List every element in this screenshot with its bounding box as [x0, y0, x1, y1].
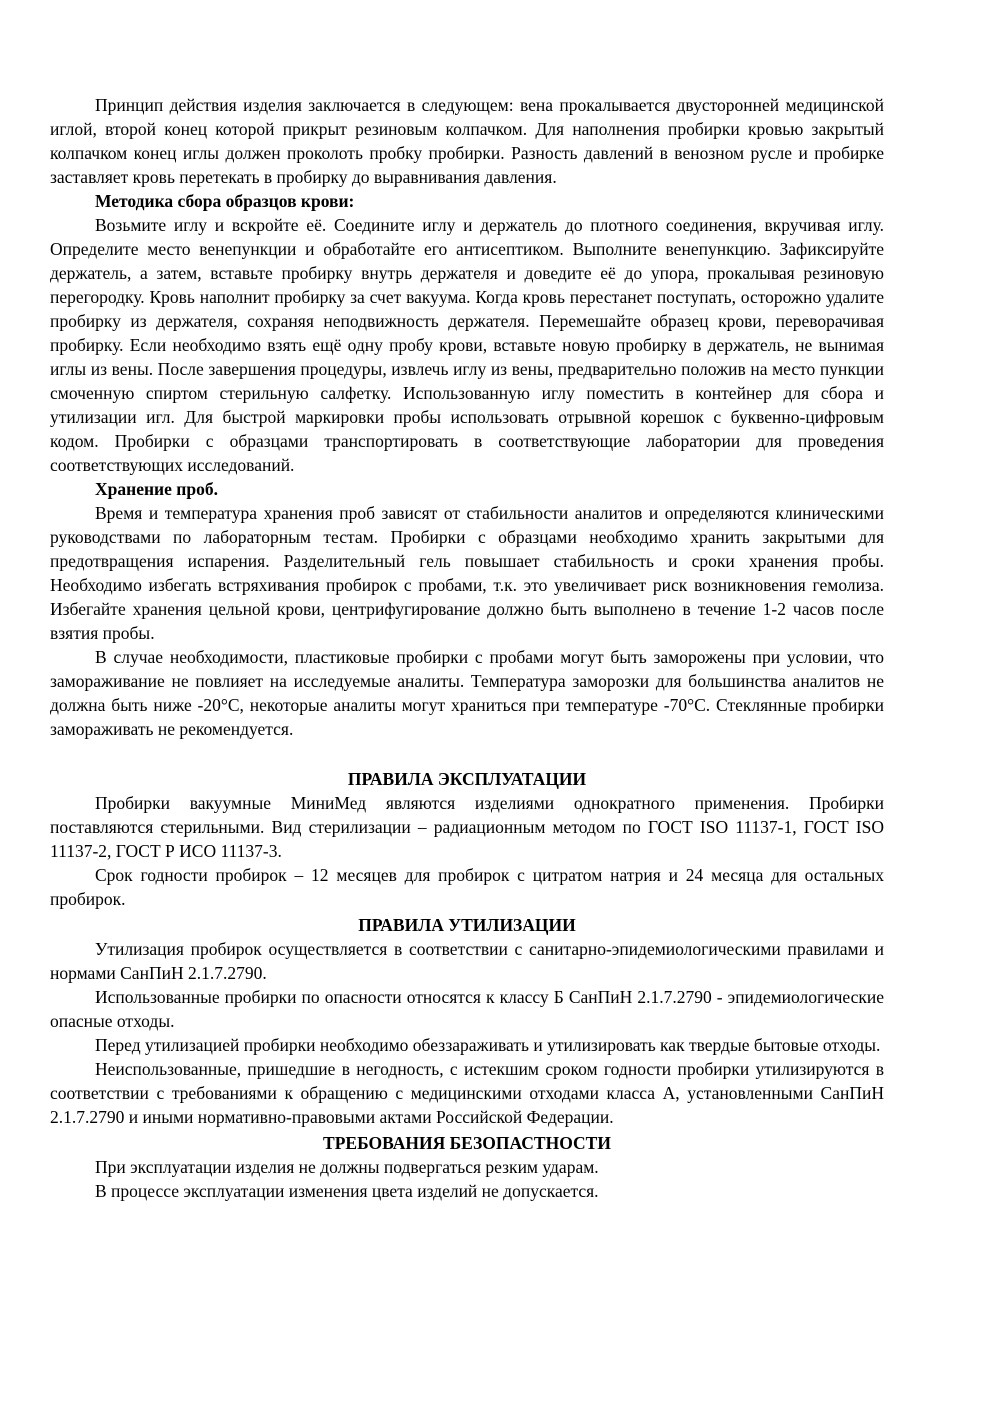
- paragraph-unused-expired-tubes: Неиспользованные, пришедшие в негодность, с истекшим сроком годности пробирки утилизируются в соответствии с требованиями к обращению с медицинскими отходами класса А, установленными СанПиН 2.1.7.2790 и иными нормативно-правовыми актами Российской Федерации.: [50, 1059, 884, 1127]
- paragraph-storage-conditions: Время и температура хранения проб зависят от стабильности аналитов и определяются клиническими руководствами по лабораторным тестам. Пробирки с образцами необходимо хранить закрытыми для предотвращения испарения. Разделительный гель повышает стабильность и сроки хранения пробы. Необходимо избегать встряхивания пробирок с пробами, т.к. это увеличивает риск возникновения гемолиза. Избегайте хранения цельной крови, центрифугирование должно быть выполнено в течение 1-2 часов после взятия пробы.: [50, 503, 884, 643]
- section-heading-blood-sampling-method: Методика сбора образцов крови:: [95, 191, 355, 211]
- section-heading-sample-storage: Хранение проб.: [95, 479, 218, 499]
- paragraph-operating-principle: Принцип действия изделия заключается в следующем: вена прокалывается двусторонней медицинской иглой, второй конец которой прикрыт резиновым колпачком. Для наполнения пробирки кровью закрытый колпачком конец иглы должен проколоть пробку пробирки. Разность давлений в венозном русле и пробирке заставляет кровь перетекать в пробирку до выравнивания давления.: [50, 95, 884, 187]
- paragraph-shelf-life: Срок годности пробирок – 12 месяцев для пробирок с цитратом натрия и 24 месяца для остальных пробирок.: [50, 865, 884, 909]
- paragraph-disposal-sanpin: Утилизация пробирок осуществляется в соответствии с санитарно-эпидемиологическими правилами и нормами СанПиН 2.1.7.2790.: [50, 939, 884, 983]
- section-heading-safety-requirements: ТРЕБОВАНИЯ БЕЗОПАСТНОСТИ: [323, 1133, 611, 1153]
- paragraph-used-tubes-class-b: Использованные пробирки по опасности относятся к классу Б СанПиН 2.1.7.2790 - эпидемиологические опасные отходы.: [50, 987, 884, 1031]
- paragraph-freezing-conditions: В случае необходимости, пластиковые пробирки с пробами могут быть заморожены при условии, что замораживание не повлияет на исследуемые аналиты. Температура заморозки для большинства аналитов не должна быть ниже -20°С, некоторые аналиты могут храниться при температуре -70°С. Стеклянные пробирки замораживать не рекомендуется.: [50, 647, 884, 739]
- paragraph-single-use-sterilization: Пробирки вакуумные МиниМед являются изделиями однократного применения. Пробирки поставляются стерильными. Вид стерилизации – радиационным методом по ГОСТ ISO 11137-1, ГОСТ ISO 11137-2, ГОСТ Р ИСО 11137-3.: [50, 793, 884, 861]
- section-heading-disposal-rules: ПРАВИЛА УТИЛИЗАЦИИ: [358, 915, 576, 935]
- paragraph-no-color-change: В процессе эксплуатации изменения цвета изделий не допускается.: [95, 1181, 599, 1201]
- paragraph-blood-sampling-procedure: Возьмите иглу и вскройте её. Соедините иглу и держатель до плотного соединения, вкручивая иглу. Определите место венепункции и обработайте его антисептиком. Выполните венепункцию. Зафиксируйте держатель, а затем, вставьте пробирку внутрь держателя и доведите её до упора, прокалывая резиновую перегородку. Кровь наполнит пробирку за счет вакуума. Когда кровь перестанет поступать, осторожно удалите пробирку из держателя, сохраняя неподвижность держателя. Перемешайте образец крови, переворачивая пробирку. Если необходимо взять ещё одну пробу крови, вставьте новую пробирку в держатель, не вынимая иглы из вены. После завершения процедуры, извлечь иглу из вены, предварительно положив на место пункции смоченную спиртом стерильную салфетку. Использованную иглу поместить в контейнер для сбора и утилизации игл. Для быстрой маркировки пробы использовать отрывной корешок с буквенно-цифровым кодом. Пробирки с образцами транспортировать в соответствующие лаборатории для проведения соответствующих исследований.: [50, 215, 884, 475]
- paragraph-no-sharp-impacts: При эксплуатации изделия не должны подвергаться резким ударам.: [95, 1157, 599, 1177]
- section-heading-operation-rules: ПРАВИЛА ЭКСПЛУАТАЦИИ: [347, 769, 587, 789]
- paragraph-decontamination: Перед утилизацией пробирки необходимо обеззараживать и утилизировать как твердые бытовые отходы.: [95, 1035, 881, 1055]
